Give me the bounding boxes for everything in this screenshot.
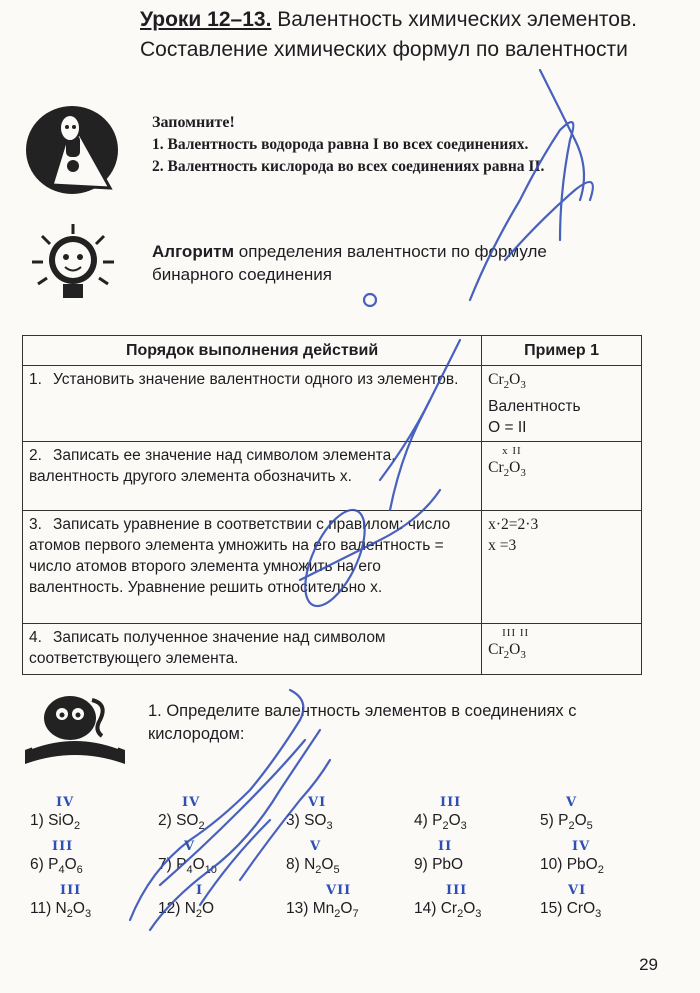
hw-answer-1: IV [56, 795, 75, 810]
formula-9: 9) PbO [414, 856, 464, 873]
lightbulb-icon [30, 222, 116, 309]
hw-answer-8: V [310, 839, 322, 854]
hw-answer-15: VI [568, 883, 587, 898]
formula-12: 12) $N_2O$ [158, 900, 215, 921]
header-actions: Порядок выполнения действий [23, 336, 482, 366]
example-solution: x =3 [488, 537, 517, 555]
table-row [23, 511, 642, 624]
algorithm-rest: определения валентности по формуле бинарного соединения [152, 242, 547, 284]
header-example: Пример 1 [482, 336, 642, 366]
formula-14: 14) $Cr_2O_3$ [414, 900, 482, 921]
step-text: Записать уравнение в соответствии с правилом: число атомов первого элемента умножить на его валентность = число атомов второго элемента умножить на его валентность. Уравнение решить относительно x. [29, 516, 451, 597]
formula-4: 4) $P_2O_3$ [414, 812, 467, 833]
table-row [23, 442, 642, 511]
formula-11: 11) $N_2O_3$ [30, 900, 92, 921]
hw-answer-6: III [52, 839, 74, 854]
formula-1: 1) SiO$_2$ [30, 812, 81, 833]
formula-15: 15) CrO$_3$ [540, 900, 602, 921]
lesson-title-line1: Валентность химических элементов. [277, 8, 637, 31]
table-header-row [23, 336, 642, 366]
task-text: 1. Определите валентность элементов в соединениях с кислородом: [148, 702, 577, 743]
formula-13: 13) $Mn_2O_7$ [286, 900, 359, 921]
hw-answer-12: I [196, 883, 204, 898]
bleed-text [40, 22, 44, 38]
example-note: Валентность [488, 398, 581, 416]
example-formula: $Cr_2O_3$ [488, 371, 526, 392]
remember-icon [22, 100, 134, 205]
hw-answer-2: IV [182, 795, 201, 810]
lesson-title [140, 8, 637, 32]
algorithm-table [22, 335, 642, 675]
example-formula: $Cr_2O_3$ [488, 459, 526, 480]
page-number: 29 [639, 955, 658, 974]
algorithm-bold: Алгоритм [152, 242, 235, 261]
formula-10: 10) PbO$_2$ [540, 856, 604, 877]
example-equation: x·2=2·3 [488, 516, 539, 534]
step-number: 1. [29, 371, 42, 388]
remember-heading: Запомните! [152, 114, 235, 131]
formula-6: 6) $P_4O_6$ [30, 856, 83, 877]
step-text: Установить значение валентности одного из элементов. [53, 371, 459, 388]
example-valence: O = II [488, 419, 527, 437]
book-thinker-icon [20, 690, 130, 775]
hw-answer-9: II [438, 839, 453, 854]
step-number: 2. [29, 447, 42, 465]
hw-answer-7: V [184, 839, 196, 854]
formula-2: 2) $SO_2$ [158, 812, 205, 833]
hw-answer-5: V [566, 795, 578, 810]
step-text: Записать ее значение над символом элемента, валентность другого элемента обозначить x. [29, 447, 396, 486]
table-row [23, 366, 642, 442]
example-valence-marks: x II [502, 445, 522, 458]
step-number: 4. [29, 629, 42, 647]
example-formula: $Cr_2O_3$ [488, 641, 526, 662]
algorithm-heading [152, 240, 622, 286]
step-number: 3. [29, 516, 42, 534]
hw-answer-3: VI [308, 795, 327, 810]
remember-item-1: 1. Валентность водорода равна I во всех соединениях. [152, 136, 529, 153]
hw-answer-11: III [60, 883, 82, 898]
lesson-number: Уроки 12–13. [140, 8, 272, 31]
hw-answer-10: IV [572, 839, 591, 854]
lesson-title-line2: Составление химических формул по валентности [140, 38, 628, 61]
hw-answer-4: III [440, 795, 462, 810]
formula-8: 8) $N_2O_5$ [286, 856, 340, 877]
formula-7: 7) $P_4O_{10}$ [158, 856, 217, 877]
example-valence-marks: III II [502, 627, 530, 640]
formula-5: 5) $P_2O_5$ [540, 812, 593, 833]
step-text: Записать полученное значение над символом соответствующего элемента. [29, 629, 386, 668]
table-row [23, 624, 642, 675]
hw-answer-14: III [446, 883, 468, 898]
remember-item-2: 2. Валентность кислорода во всех соединениях равна II. [152, 158, 545, 175]
hw-answer-13: VII [326, 883, 352, 898]
formula-3: 3) $SO_3$ [286, 812, 333, 833]
